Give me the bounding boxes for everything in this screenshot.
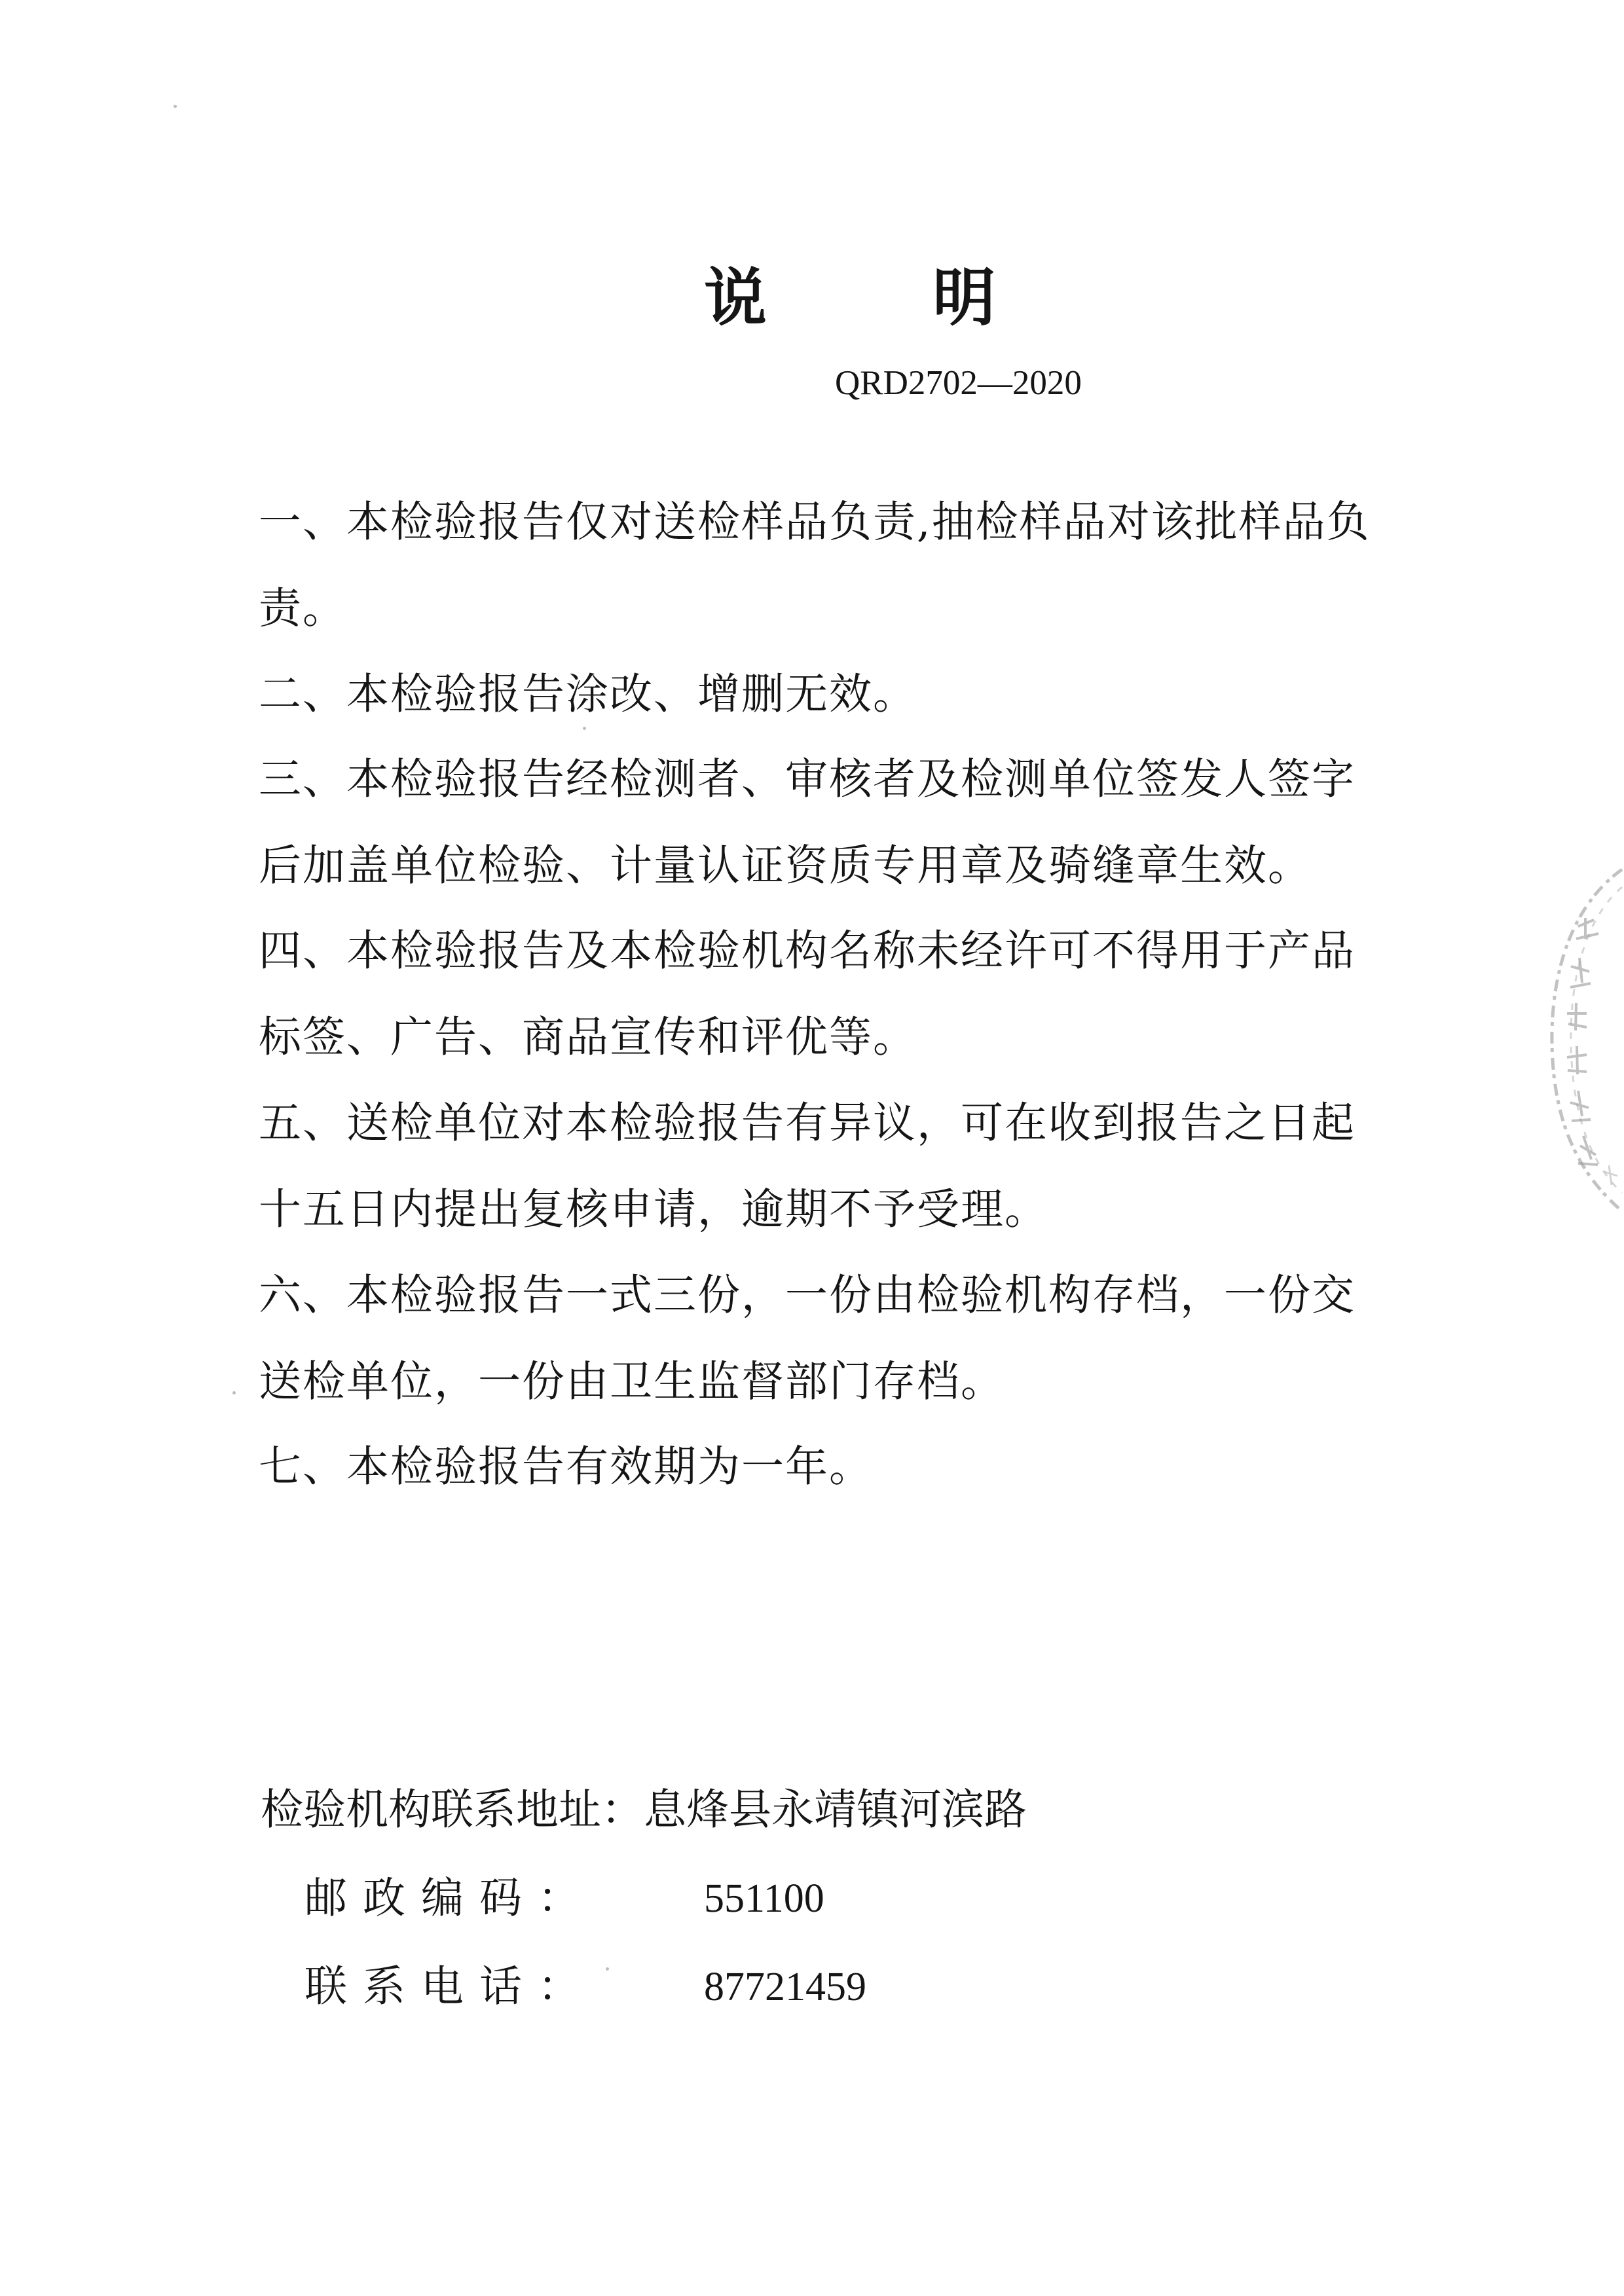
scan-speck [606, 1967, 609, 1971]
scan-speck [232, 1391, 236, 1394]
contact-address: 检验机构联系地址：息烽县永靖镇河滨路 [261, 1785, 1027, 1834]
scan-speck [583, 727, 586, 730]
clause-2: 二、本检验报告涂改、增删无效。 [259, 670, 917, 719]
document-title: 说 明 [704, 261, 1068, 335]
postal-code-row [304, 1869, 1221, 1928]
seal-fragment-icon [1516, 858, 1624, 1224]
clause-1: 一、本检验报告仅对送检样品负责,抽检样品对该批样品负责。 [259, 498, 1371, 633]
postal-code-value: 551100 [704, 1876, 824, 1921]
clause-5: 五、送检单位对本检验报告有异议，可在收到报告之日起十五日内提出复核申请，逾期不予受理。 [259, 1099, 1356, 1234]
clause-4: 四、本检验报告及本检验机构名称未经许可不得用于产品标签、广告、商品宣传和评优等。 [259, 926, 1356, 1062]
phone-row [304, 1958, 1221, 2016]
clause-3: 三、本检验报告经检测者、审核者及检测单位签发人签字后加盖单位检验、计量认证资质专用章及骑缝章生效。 [259, 755, 1356, 890]
phone-value: 87721459 [704, 1965, 866, 2009]
clause-6: 六、本检验报告一式三份，一份由检验机构存档，一份交送检单位，一份由卫生监督部门存档。 [259, 1271, 1356, 1406]
phone-label: 联系电话： [304, 1962, 597, 2011]
clause-7: 七、本检验报告有效期为一年。 [259, 1442, 874, 1491]
scan-speck [174, 105, 177, 108]
postal-code-label: 邮政编码： [304, 1874, 597, 1923]
document-code: QRD2702—2020 [835, 364, 1082, 402]
